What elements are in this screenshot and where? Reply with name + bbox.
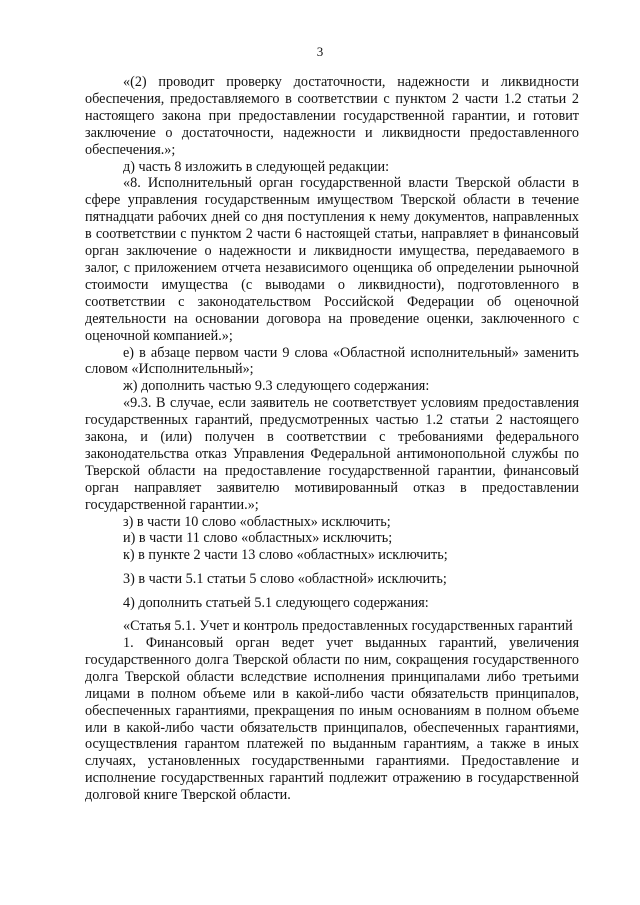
paragraph-item-4: 4) дополнить статьей 5.1 следующего содержания: <box>123 595 429 612</box>
paragraph-item-i: и) в части 11 слово «областных» исключить; <box>123 530 393 547</box>
paragraph-item-e: е) в абзаце первом части 9 слова «Областной исполнительный» заменить словом «Исполнительный»; <box>85 344 579 378</box>
document-body <box>85 74 579 804</box>
article-5-1-title: «Статья 5.1. Учет и контроль предоставленных государственных гарантий <box>123 618 573 635</box>
paragraph-item-2-close: «(2) проводит проверку достаточности, надежности и ликвидности обеспечения, предоставляемого в соответствии с пунктом 2 части 1.2 статьи 2 настоящего закона при предоставлении государственной гарантии, и готовит заключение о достаточности, надежности и ликвидности предоставленного обеспечения.»; <box>85 74 579 158</box>
paragraph-item-zh: ж) дополнить частью 9.3 следующего содержания: <box>123 378 430 395</box>
paragraph-item-d: д) часть 8 изложить в следующей редакции: <box>123 158 390 175</box>
paragraph-item-z: з) в части 10 слово «областных» исключить; <box>123 513 391 530</box>
paragraph-item-k: к) в пункте 2 части 13 слово «областных» исключить; <box>123 547 448 564</box>
paragraph-part-9-3: «9.3. В случае, если заявитель не соответствует условиям предоставления государственных гарантий, предусмотренных частью 1.2 статьи 2 настоящего закона, и (или) получен в соответствии с требованиями федерального законодательства отказ Управления Федеральной антимонопольной службы по Тверской области на предоставление государственной гарантии, финансовый орган направляет заявителю мотивированный отказ в предоставлении государственной гарантии.»; <box>85 395 579 513</box>
page-number: 3 <box>316 44 324 59</box>
paragraph-part-8: «8. Исполнительный орган государственной власти Тверской области в сфере управления государственным имуществом Тверской области в течение пятнадцати рабочих дней со дня поступления к нему документов, направленных в соответствии с пунктом 2 части 6 настоящей статьи, направляет в финансовый орган заключение о надежности и ликвидности имущества, передаваемого в залог, с приложением отчета независимого оценщика об определении рыночной стоимости имущества (с выводами о ликвидности), подготовленного в соответствии с законодательством Российской Федерации об оценочной деятельности на основании договора на проведение оценки, заключенного с оценочной компанией.»; <box>85 175 579 344</box>
paragraph-article-5-1-part-1: 1. Финансовый орган ведет учет выданных гарантий, увеличения государственного долга Тверской области по ним, сокращения государственного долга Тверской области вследствие исполнения принципалами либо третьими лицами в полном объеме или в какой-либо части обязательств принципалов, обеспеченных гарантиями, прекращения по иным основаниям в полном объеме или в какой-либо части обязательств принципалов, обеспеченных гарантиями, осуществления гарантом платежей по выданным гарантиям, а также в иных случаях, установленных государственными гарантиями. Предоставление и исполнение государственных гарантий подлежит отражению в государственной долговой книге Тверской области. <box>85 635 579 804</box>
paragraph-item-3: 3) в части 5.1 статьи 5 слово «областной» исключить; <box>123 571 447 588</box>
